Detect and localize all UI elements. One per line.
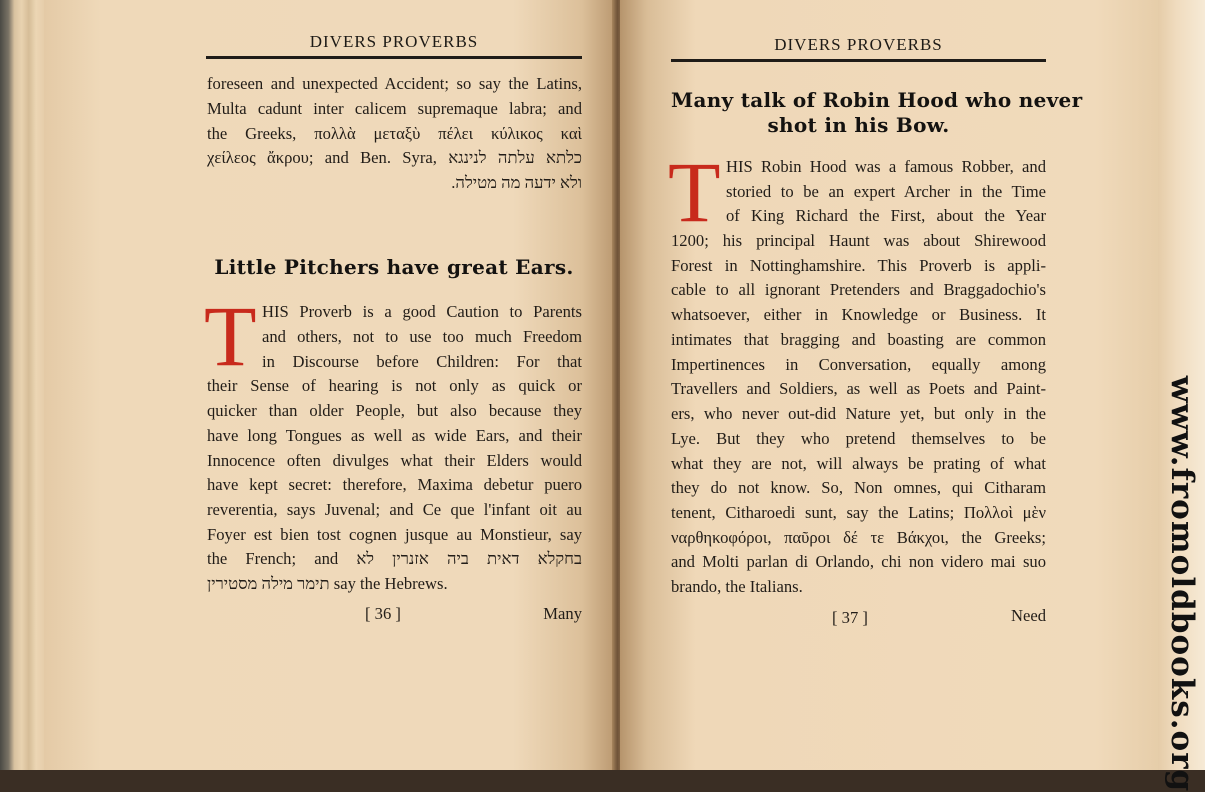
- left-catchword: Many: [543, 604, 582, 623]
- left-para-line-9: reverentia, says Juvenal; and Ce que l'infant oit au: [207, 500, 582, 519]
- left-head-rule: [206, 56, 582, 59]
- watermark-url: [1160, 375, 1204, 792]
- right-para-line-10: Travellers and Soldiers, as well as Poets and Paint-: [671, 379, 1046, 398]
- right-para-line-18: brando, the Italians.: [671, 577, 803, 596]
- left-drop-cap: T: [204, 288, 257, 384]
- left-para-line-8: have kept secret: therefore, Maxima debetur puero: [207, 475, 582, 494]
- right-head-rule: [671, 59, 1046, 62]
- left-para-line-2: and others, not to use too much Freedom: [262, 327, 582, 346]
- left-para-line-6: have long Tongues as well as wide Ears, and their: [207, 426, 582, 445]
- right-drop-cap: T: [668, 144, 721, 240]
- right-para-line-4: 1200; his principal Haunt was about Shirewood: [671, 231, 1046, 250]
- left-line-4: χείλεος ἄκρου; and Ben. Syra, כלתא עלתה לנינגא: [207, 148, 582, 167]
- left-para-line-5: quicker than older People, but also because they: [207, 401, 582, 420]
- right-catchword: Need: [1010, 606, 1046, 625]
- left-line-2: Multa cadunt inter calicem supremaque labra; and: [207, 99, 582, 118]
- right-page-number: [ 37 ]: [832, 608, 868, 627]
- watermark-text: www.fromoldbooks.org: [1164, 375, 1200, 792]
- left-para-line-11: the French; and בחקלא דאית ביה אזנרין לא: [207, 549, 582, 568]
- right-para-line-16: ναρθηκοφόροι, παῦροι δέ τε Βάκχοι, the Greeks;: [671, 528, 1046, 547]
- left-page-number: [ 36 ]: [365, 604, 401, 623]
- left-running-head: DIVERS PROVERBS: [309, 32, 479, 51]
- right-para-line-15: tenent, Citharoedi sunt, say the Latins; Πολλοὶ μὲν: [671, 503, 1046, 522]
- left-para-line-12: תימר מילה מסטירין say the Hebrews.: [207, 574, 448, 593]
- right-para-line-6: cable to all ignorant Pretenders and Braggadochio's: [671, 280, 1046, 299]
- right-para-line-3: of King Richard the First, about the Year: [726, 206, 1046, 225]
- right-para-line-8: intimates that bragging and boasting are common: [671, 330, 1046, 349]
- left-line-5: ולא ידעה מה מטילה.: [451, 173, 582, 192]
- left-para-line-7: Innocence often divulges what their Elders would: [207, 451, 582, 470]
- right-para-line-17: and Molti parlan di Orlando, chi non videro mai suo: [671, 552, 1046, 571]
- right-proverb-heading-line-1: Many talk of Robin Hood who never: [671, 88, 1083, 112]
- right-para-line-7: whatsoever, either in Knowledge or Business. It: [671, 305, 1046, 324]
- left-para-line-10: Foyer est bien tost cognen jusque au Monstieur, say: [207, 525, 582, 544]
- right-para-line-1: HIS Robin Hood was a famous Robber, and: [726, 157, 1046, 176]
- right-para-line-2: storied to be an expert Archer in the Time: [726, 182, 1046, 201]
- right-para-line-9: Impertinences in Conversation, equally among: [671, 355, 1046, 374]
- right-para-line-12: Lye. But they who pretend themselves to be: [671, 429, 1046, 448]
- left-para-line-3: in Discourse before Children: For that: [262, 352, 582, 371]
- left-para-line-4: their Sense of hearing is not only as quick or: [207, 376, 582, 395]
- right-running-head: DIVERS PROVERBS: [774, 35, 943, 54]
- right-para-line-11: ers, who never out-did Nature yet, but only in the: [671, 404, 1046, 423]
- left-line-3: the Greeks, πολλὰ μεταξὺ πέλει κύλικος καὶ: [207, 124, 582, 143]
- right-para-line-5: Forest in Nottinghamshire. This Proverb is appli-: [671, 256, 1046, 275]
- right-proverb-heading-line-2: shot in his Bow.: [767, 113, 950, 137]
- left-para-line-1: HIS Proverb is a good Caution to Parents: [262, 302, 582, 321]
- left-line-1: foreseen and unexpected Accident; so say the Latins,: [207, 74, 582, 93]
- right-para-line-14: they do not know. So, Non omnes, qui Citharam: [671, 478, 1046, 497]
- right-para-line-13: what they are not, will always be prating of what: [671, 454, 1046, 473]
- page-stack-left-edge: [0, 0, 48, 770]
- left-proverb-heading: Little Pitchers have great Ears.: [214, 255, 574, 279]
